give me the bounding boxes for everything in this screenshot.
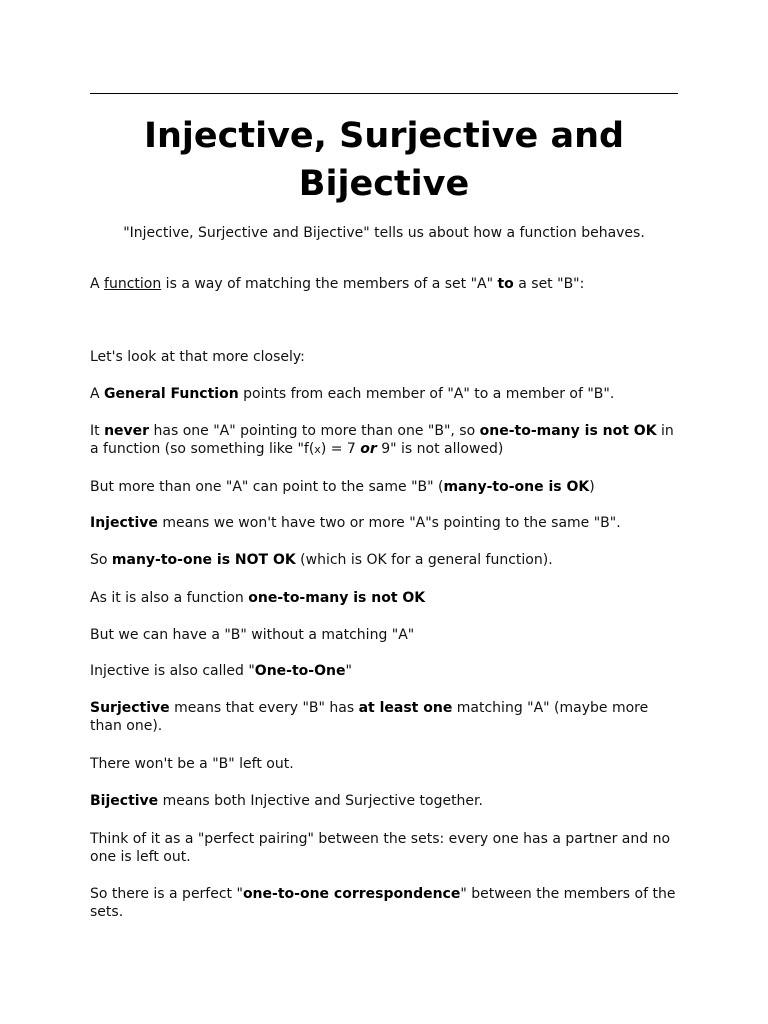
text: points from each member of "A" to a member of "B". — [238, 386, 615, 402]
bold-italic-text: or — [360, 441, 377, 457]
text: Injective is also called " — [90, 663, 255, 679]
injective-definition-paragraph — [90, 514, 680, 532]
never-one-to-many-paragraph — [90, 422, 685, 459]
page-title: Injective, Surjective and Bijective — [143, 116, 625, 204]
text: is a way of matching the members of a set "A" — [161, 276, 498, 292]
text: means that every "B" has — [169, 700, 359, 716]
bijective-definition-paragraph — [90, 792, 680, 810]
b-without-a-paragraph: But we can have a "B" without a matching "A" — [90, 627, 415, 643]
text: has one "A" pointing to more than one "B", so — [149, 423, 480, 439]
text: means we won't have two or more "A"s pointing to the same "B". — [157, 515, 621, 531]
text: 9" is not allowed) — [376, 441, 504, 457]
text: " — [345, 663, 352, 679]
bold-text: one-to-many is not OK — [479, 423, 657, 439]
text: ) = 7 — [320, 441, 361, 457]
no-b-left-out-paragraph: There won't be a "B" left out. — [90, 756, 294, 772]
text: It — [90, 423, 105, 439]
text: But more than one "A" can point to the same "B" ( — [90, 479, 444, 495]
bold-text: many-to-one is NOT OK — [111, 552, 296, 568]
text: a set "B": — [513, 276, 585, 292]
top-rule — [90, 93, 678, 94]
bold-text: Injective — [90, 515, 158, 531]
text: ) — [589, 479, 595, 495]
bold-text: Surjective — [90, 700, 170, 716]
text: As it is also a function — [90, 590, 249, 606]
text: " between the members of the sets. — [90, 886, 676, 920]
text: A — [90, 276, 105, 292]
bold-text: many-to-one is OK — [443, 479, 590, 495]
bold-text: to — [497, 276, 514, 292]
bold-text: Bijective — [90, 793, 159, 809]
text: So — [90, 552, 112, 568]
text: (which is OK for a general function). — [295, 552, 553, 568]
variable-x: x — [314, 443, 321, 456]
many-to-one-not-ok-paragraph — [90, 551, 680, 569]
bold-text: one-to-one correspondence — [242, 886, 461, 902]
one-to-one-paragraph — [90, 662, 680, 680]
bold-text: at least one — [358, 700, 453, 716]
bold-text: one-to-many is not OK — [248, 590, 426, 606]
function-link[interactable]: function — [104, 276, 162, 292]
closer-look-paragraph: Let's look at that more closely: — [90, 349, 305, 365]
many-to-one-paragraph — [90, 478, 680, 496]
general-function-paragraph — [90, 385, 680, 403]
text: A — [90, 386, 105, 402]
bold-text: General Function — [104, 386, 239, 402]
also-a-function-paragraph — [90, 589, 680, 607]
surjective-definition-paragraph — [90, 699, 670, 735]
intro-subtitle: "Injective, Surjective and Bijective" tells us about how a function behaves. — [123, 225, 645, 241]
correspondence-paragraph — [90, 885, 680, 921]
text: So there is a perfect " — [90, 886, 243, 902]
text: in a function (so something like "f( — [90, 423, 674, 457]
perfect-pairing-paragraph: Think of it as a "perfect pairing" between the sets: every one has a partner and no one is left out. — [90, 831, 671, 865]
text: matching "A" (maybe more than one). — [90, 700, 649, 734]
bold-text: never — [104, 423, 150, 439]
function-definition-paragraph — [90, 275, 680, 293]
bold-text: One-to-One — [254, 663, 346, 679]
text: means both Injective and Surjective together. — [158, 793, 483, 809]
